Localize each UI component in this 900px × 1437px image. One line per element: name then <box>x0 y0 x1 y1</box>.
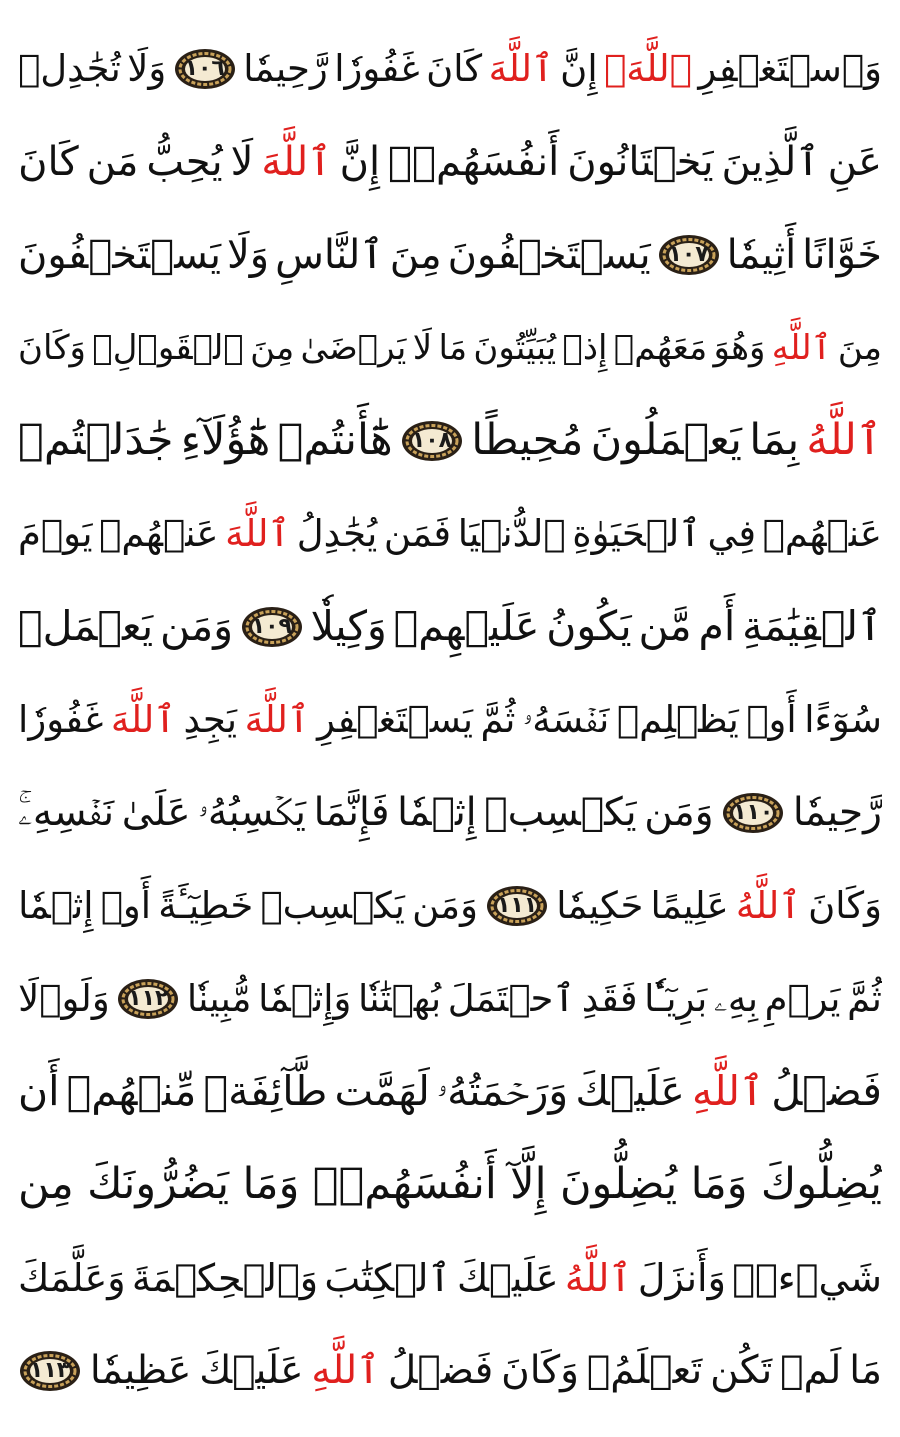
verse-word: عَنۡهُمۡ <box>762 512 882 555</box>
verse-word: عَلَىٰ <box>121 790 191 835</box>
verse-line <box>18 859 882 952</box>
divine-name-word: ٱللَّهَ <box>261 138 332 185</box>
verse-word: يَكُونُ <box>546 602 632 650</box>
verse-word: يَكۡسِبُهُۥ <box>198 790 307 835</box>
verse-word: يَخۡتَانُونَ <box>567 138 714 185</box>
verse-word: غَفُورٗا <box>334 47 420 90</box>
ayah-marker <box>657 233 721 277</box>
verse-word: ٱلۡقَوۡلِۚ <box>92 327 244 368</box>
verse-word: مَعَهُمۡ <box>613 327 708 368</box>
verse-word: يَظۡلِمۡ <box>616 698 739 741</box>
verse-word: مَا <box>438 327 468 368</box>
verse-word: يَكۡسِبۡ <box>484 790 637 835</box>
verse-word: أَنفُسَهُمۡۖ <box>312 1159 497 1209</box>
verse-word: شَيۡءٖۚ <box>732 1255 882 1300</box>
verse-word: ٱلۡقِيَٰمَةِ <box>742 602 882 650</box>
verse-word: مِّنۡهُمۡ <box>66 1067 197 1115</box>
verse-word: جَٰدَلۡتُمۡ <box>18 415 174 465</box>
verse-word: وَهُوَ <box>713 327 766 368</box>
verse-word: بِمَا <box>749 415 800 465</box>
ayah-marker <box>485 884 549 928</box>
verse-line <box>18 580 882 673</box>
verse-word: كَانَ <box>426 47 483 90</box>
verse-word: يَكۡسِبۡ <box>260 884 405 927</box>
verse-word: أَوۡ <box>100 884 152 927</box>
verse-word: يُضِلُّونَ <box>559 1159 678 1209</box>
verse-word: وَلَا <box>226 231 270 278</box>
verse-word: وَكِيلٗا <box>310 602 387 650</box>
verse-word: أَن <box>18 1067 60 1115</box>
verse-word: رَّحِيمٗا <box>243 47 328 90</box>
verse-word: ٱلَّذِينَ <box>721 138 820 185</box>
verse-word: وَمَا <box>690 1159 748 1209</box>
verse-word: إِنَّ <box>560 47 598 90</box>
verse-word: طَّآئِفَةٞ <box>203 1067 328 1115</box>
divine-name-word: ٱللَّهِ <box>771 327 832 368</box>
verse-word: ٱلۡكِتَٰبَ <box>324 1255 451 1300</box>
verse-word: فِي <box>707 512 757 555</box>
verse-word: حَكِيمٗا <box>556 884 644 927</box>
verse-word: وَكَانَ <box>808 884 882 927</box>
verse-word: يَعۡمَلُونَ <box>590 415 742 465</box>
verse-word: فَمَن <box>383 512 452 555</box>
verse-word: إِذۡ <box>562 327 608 368</box>
verse-word: يَعۡمَلۡ <box>18 602 154 650</box>
verse-line <box>18 1138 882 1231</box>
verse-line <box>18 766 882 859</box>
verse-line <box>18 1231 882 1324</box>
divine-name-word: ٱللَّهُ <box>735 884 801 927</box>
verse-word: يَسۡتَخۡفُونَ <box>18 231 222 278</box>
verse-word: ٱحۡتَمَلَ <box>447 977 576 1020</box>
verse-word: لَمۡ <box>780 1348 842 1393</box>
verse-word: عَنِ <box>827 138 882 185</box>
verse-word: وَإِثۡمٗا <box>258 977 352 1020</box>
verse-word: يَضُرُّونَكَ <box>87 1159 230 1209</box>
divine-name-word: ٱللَّهَ <box>244 698 310 741</box>
divine-name-word: ٱللَّهِ <box>311 1348 380 1393</box>
verse-word: يَجِدِ <box>183 698 238 741</box>
verse-word: يُضِلُّوكَ <box>760 1159 882 1209</box>
verse-word: مِنَ <box>250 327 295 368</box>
divine-name-word: ٱللَّهَۖ <box>604 47 692 90</box>
divine-name-word: ٱللَّهَ <box>488 47 554 90</box>
divine-name-word: ٱللَّهُ <box>564 1255 632 1300</box>
verse-word: يُبَيِّتُونَ <box>473 327 557 368</box>
verse-word: بَرِيٓـٔٗا <box>644 977 708 1020</box>
verse-word: مَن <box>86 138 139 185</box>
divine-name-word: ٱللَّهَ <box>110 698 176 741</box>
verse-word: سُوٓءًا <box>804 698 882 741</box>
verse-word: ٱلنَّاسِ <box>275 231 384 278</box>
verse-word: عَلَيۡهِمۡ <box>393 602 540 650</box>
verse-word: إِثۡمٗا <box>397 790 477 835</box>
ayah-number: ١٠٦ <box>184 55 225 81</box>
ayah-marker <box>721 791 785 835</box>
verse-word: فَإِنَّمَا <box>313 790 390 835</box>
ayah-number: ١٠٧ <box>668 241 709 267</box>
verse-word: عَلَيۡكَ <box>575 1067 685 1115</box>
ayah-marker <box>240 605 304 649</box>
verse-word: ٱلدُّنۡيَا <box>457 512 566 555</box>
verse-word: تَكُن <box>710 1348 773 1393</box>
verse-word: أَنفُسَهُمۡۚ <box>388 138 560 185</box>
verse-word: فَضۡلُ <box>771 1067 882 1115</box>
verse-word: لَهَمَّت <box>334 1067 430 1115</box>
verse-line <box>18 673 882 766</box>
verse-word: وَمَن <box>644 790 714 835</box>
verse-word: لَا <box>230 138 254 185</box>
verse-word: يَرۡضَىٰ <box>300 327 407 368</box>
ayah-marker <box>116 977 180 1021</box>
divine-name-word: ٱللَّهُ <box>806 415 882 465</box>
verse-word: مَا <box>849 1348 882 1393</box>
verse-word: ثُمَّ <box>480 698 516 741</box>
verse-word: نَفۡسَهُۥ <box>522 698 610 741</box>
verse-word: عَلَيۡكَ <box>457 1255 559 1300</box>
verse-word: مَّن <box>638 602 692 650</box>
verse-word: أَوۡ <box>746 698 797 741</box>
verse-word: رَّحِيمٗا <box>792 790 882 835</box>
verse-word: ثُمَّ <box>847 977 882 1020</box>
divine-name-word: ٱللَّهِ <box>692 1067 765 1115</box>
verse-word: لَا <box>412 327 433 368</box>
ayah-marker <box>400 419 464 463</box>
verse-word: بِهِۦ <box>713 977 759 1020</box>
verse-word: وَٱلۡحِكۡمَةَ <box>131 1255 319 1300</box>
verse-word: مِنَ <box>837 327 882 368</box>
ayah-number: ١١٢ <box>128 985 169 1011</box>
verse-word: يُجَٰدِلُ <box>296 512 378 555</box>
verse-word: وَلَوۡلَا <box>18 977 110 1020</box>
verse-word: وَكَانَ <box>501 1348 580 1393</box>
ayah-number: ١٠٩ <box>251 613 292 639</box>
verse-word: عَلَيۡكَ <box>199 1348 304 1393</box>
verse-word: وَٱسۡتَغۡفِرِ <box>698 47 882 90</box>
ayah-number: ١١١ <box>496 892 538 918</box>
ayah-number: ١١٠ <box>733 799 774 825</box>
verse-line <box>18 394 882 487</box>
ayah-marker <box>18 1349 82 1393</box>
verse-word: إِثۡمٗا <box>18 884 94 927</box>
verse-word: مُحِيطًا <box>471 415 584 465</box>
verse-line <box>18 208 882 301</box>
verse-line <box>18 487 882 580</box>
verse-word: وَمَن <box>412 884 478 927</box>
verse-line <box>18 1324 882 1417</box>
verse-word: عَلِيمًا <box>650 884 729 927</box>
verse-word: وَرَحۡمَتُهُۥ <box>436 1067 569 1115</box>
verse-word: عَنۡهُمۡ <box>99 512 219 555</box>
verse-word: فَقَدِ <box>581 977 638 1020</box>
verse-word: يُحِبُّ <box>146 138 223 185</box>
ayah-marker <box>173 47 237 91</box>
verse-line <box>18 22 882 115</box>
verse-word: وَمَن <box>160 602 234 650</box>
divine-name-word: ٱللَّهَ <box>225 512 291 555</box>
verse-word: أَثِيمٗا <box>726 231 797 278</box>
verse-word: هَٰٓؤُلَآءِ <box>180 415 271 465</box>
verse-word: غَفُورٗا <box>18 698 104 741</box>
verse-line <box>18 301 882 394</box>
verse-word: نَفۡسِهِۦۚ <box>18 790 115 835</box>
verse-word: مُّبِينٗا <box>186 977 252 1020</box>
verse-line <box>18 1045 882 1138</box>
ayah-number: ١٠٨ <box>411 427 453 453</box>
verse-word: تَعۡلَمُۚ <box>586 1348 703 1393</box>
verse-word: مِنَ <box>389 231 442 278</box>
verse-word: أَم <box>698 602 736 650</box>
verse-word: وَلَا <box>127 47 167 90</box>
verse-word: بُهۡتَٰنٗا <box>358 977 442 1020</box>
verse-word: تُجَٰدِلۡ <box>18 47 121 90</box>
verse-line <box>18 115 882 208</box>
verse-word: خَطِيٓـَٔةً <box>158 884 254 927</box>
verse-word: يَرۡمِ <box>764 977 841 1020</box>
verse-word: كَانَ <box>18 138 79 185</box>
verse-word: مِن <box>18 1159 74 1209</box>
verse-line <box>18 952 882 1045</box>
verse-word: وَمَا <box>242 1159 300 1209</box>
verse-word: وَكَانَ <box>18 327 86 368</box>
verse-word: خَوَّانًا <box>802 231 882 278</box>
verse-word: يَوۡمَ <box>18 512 93 555</box>
verse-word: وَأَنزَلَ <box>637 1255 726 1300</box>
verse-word: إِلَّآ <box>510 1159 547 1209</box>
verse-word: وَعَلَّمَكَ <box>18 1255 126 1300</box>
verse-lines <box>18 22 882 1417</box>
verse-word: يَسۡتَغۡفِرِ <box>317 698 473 741</box>
verse-word: ٱلۡحَيَوٰةِ <box>572 512 701 555</box>
verse-word: إِنَّ <box>339 138 381 185</box>
ayah-number: ١١٣ <box>29 1357 71 1383</box>
verse-word: هَٰٓأَنتُمۡ <box>277 415 393 465</box>
verse-word: فَضۡلُ <box>387 1348 494 1393</box>
verse-word: يَسۡتَخۡفُونَ <box>447 231 651 278</box>
verse-word: عَظِيمٗا <box>89 1348 192 1393</box>
